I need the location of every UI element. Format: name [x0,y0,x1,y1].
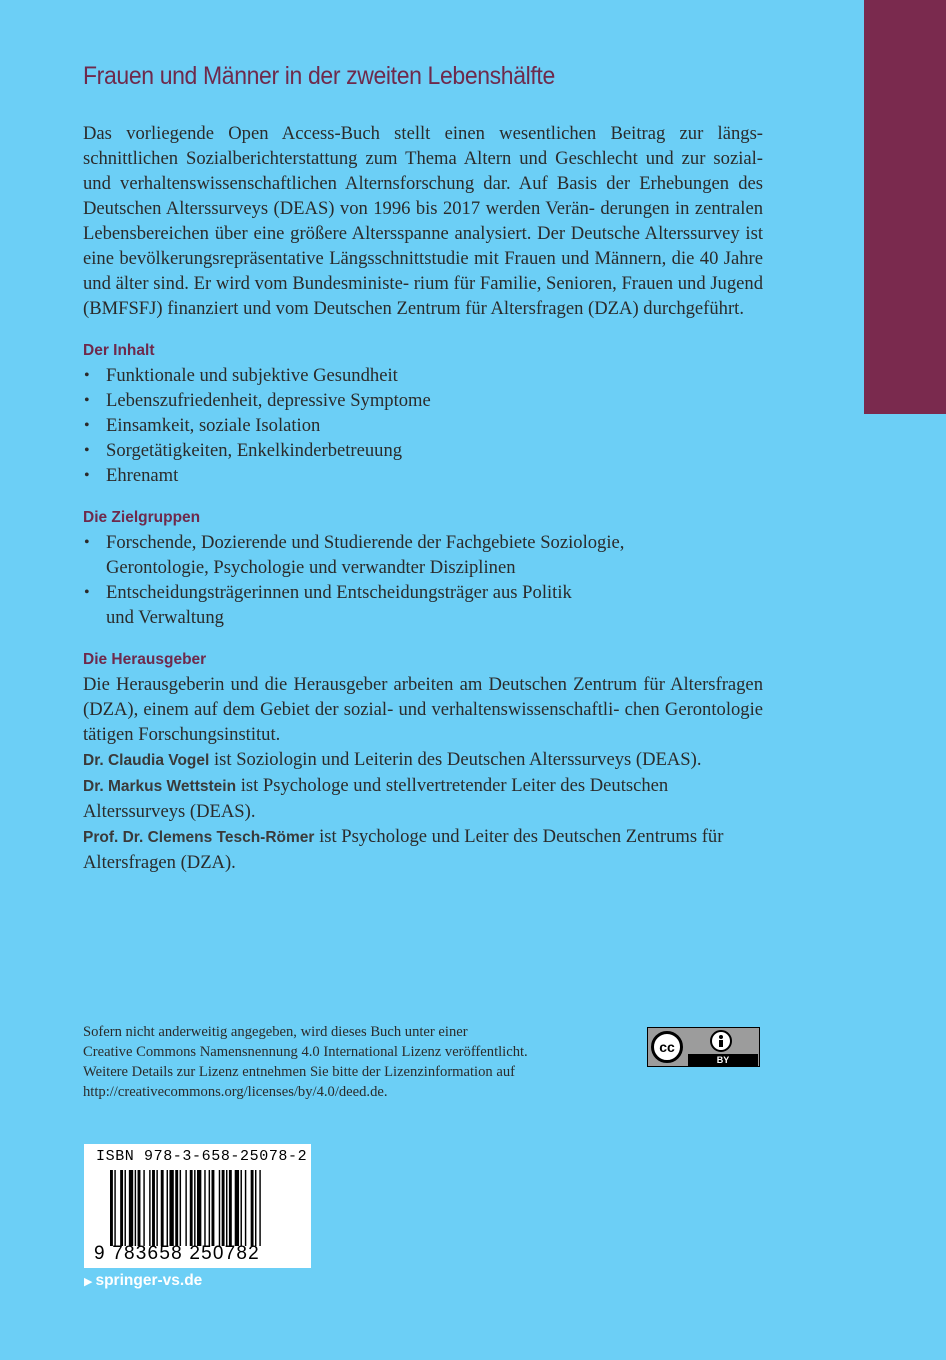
section-herausgeber [83,647,763,875]
cc-icon: cc [651,1031,683,1063]
license-line: Weitere Details zur Lizenz entnehmen Sie bitte der Lizenzinformation auf [83,1064,515,1080]
section-heading-herausgeber: Die Herausgeber [83,651,207,668]
license-line: Creative Commons Namensnennung 4.0 International Lizenz veröffentlicht. [83,1044,528,1060]
back-cover-content [83,62,763,875]
cc-by-license-badge[interactable] [647,1027,760,1067]
editor-name: Dr. Claudia Vogel [83,752,210,769]
list-item: • Forschende, Dozierende und Studierende der Fachgebiete Soziologie, Gerontologie, Psychologie und verwandter Disziplinen [84,532,625,578]
bullet-icon: • [84,392,90,409]
intro-line: Das vorliegende Open Access-Buch stellt einen wesentlichen Beitrag zur längs- [83,123,763,144]
attribution-person-icon [710,1030,732,1052]
bullet-icon: • [84,367,90,384]
intro-line: schnittlichen Sozialberichterstattung zum Thema Altern und Geschlecht und [83,148,674,169]
zielgruppen-list [83,530,763,630]
editor-entry: Dr. Markus Wettstein ist Psychologe und stellvertretender Leiter des Deutschen Alterssurveys (DEAS). [83,775,669,822]
intro-line: zur sozial- und verhaltenswissenschaftlichen Alternsforschung dar. Auf Basis der [83,148,763,194]
list-item: • Entscheidungsträgerinnen und Entscheidungsträger aus Politik und Verwaltung [84,582,572,628]
bullet-icon: • [84,417,90,434]
license-url[interactable]: http://creativecommons.org/licenses/by/4.0/deed.de. [83,1084,388,1100]
bullet-icon: • [84,534,90,551]
barcode-digits: 9 783658 250782 [94,1243,260,1264]
herausgeber-intro: Die Herausgeberin und die Herausgeber arbeiten am Deutschen Zentrum für Altersfragen (DZA), einem auf dem Gebiet der sozial- und verhaltenswissenschaftli- chen Gerontologie tätigen Forschungsinstitut. [83,674,763,745]
intro-paragraph [83,121,763,321]
arrow-right-icon: ▶ [84,1276,93,1288]
intro-line: Der Deutsche Alterssurvey ist eine bevölkerungsrepräsentative Längsschnittstudie [83,223,763,269]
barcode-bars [110,1170,302,1246]
editor-entry: Dr. Claudia Vogel ist Soziologin und Leiterin des Deutschen Alterssurveys (DEAS). [83,749,702,770]
bullet-icon: • [84,584,90,601]
bullet-icon: • [84,467,90,484]
inhalt-list [83,363,763,488]
isbn-barcode [84,1144,311,1268]
intro-line: mit Frauen und Männern, die 40 Jahre und älter sind. Er wird vom Bundesministe- [83,248,763,294]
section-heading-zielgruppen: Die Zielgruppen [83,509,201,526]
list-item: • Ehrenamt [84,465,179,486]
intro-line: rium für Familie, Senioren, Frauen und Jugend (BMFSFJ) finanziert und vom [83,273,763,319]
intro-line: derungen in zentralen Lebensbereichen über eine größere Altersspanne analysiert. [83,198,763,244]
by-label: BY [716,1055,730,1065]
editor-entry: Prof. Dr. Clemens Tesch-Römer ist Psychologe und Leiter des Deutschen Zentrums für Altersfragen (DZA). [83,826,724,873]
license-notice [83,1022,603,1102]
list-item: • Einsamkeit, soziale Isolation [84,415,321,436]
list-item: • Sorgetätigkeiten, Enkelkinderbetreuung [84,440,403,461]
isbn-number: ISBN 978-3-658-25078-2 [96,1148,308,1165]
section-heading-inhalt: Der Inhalt [83,342,155,359]
editor-name: Prof. Dr. Clemens Tesch-Römer [83,829,315,846]
section-inhalt [83,338,763,488]
book-title: Frauen und Männer in der zweiten Lebenshälfte [83,62,555,90]
publisher-link[interactable]: ▶ springer-vs.de [84,1272,203,1289]
side-color-band [864,0,946,414]
editor-name: Dr. Markus Wettstein [83,778,237,795]
intro-line: Deutschen Zentrum für Altersfragen (DZA) durchgeführt. [313,298,744,319]
license-line: Sofern nicht anderweitig angegeben, wird dieses Buch unter einer [83,1024,468,1040]
list-item: • Lebenszufriedenheit, depressive Symptome [84,390,431,411]
bullet-icon: • [84,442,90,459]
intro-line: Erhebungen des Deutschen Alterssurveys (DEAS) von 1996 bis 2017 werden Verän- [83,173,763,219]
list-item: • Funktionale und subjektive Gesundheit [84,365,398,386]
section-zielgruppen [83,505,763,630]
